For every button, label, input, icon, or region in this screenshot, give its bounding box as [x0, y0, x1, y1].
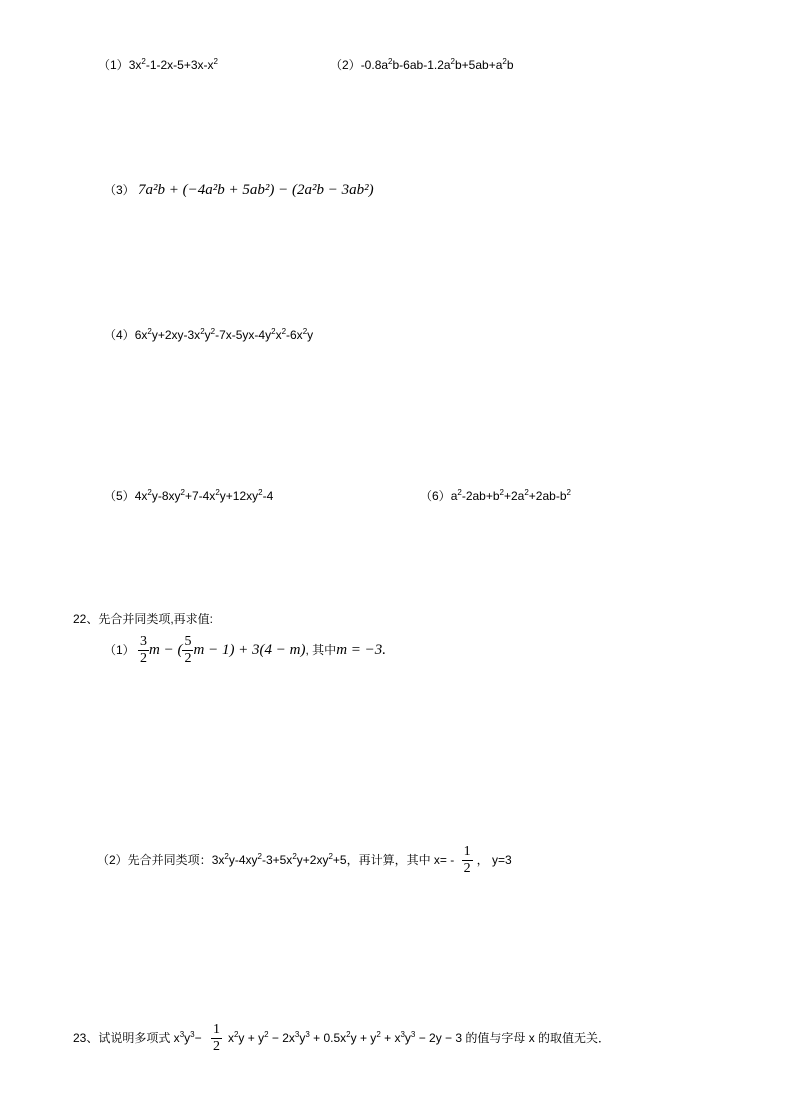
- problem-6: $(6)a^2-2ab+b^2+2a^2+2ab-b^2$: [420, 488, 571, 503]
- fraction-one-half: $\frac{1}{2}$: [212, 1022, 220, 1055]
- problem-2: $(2)-0.8a^2b-6ab-1.2a^2b+5ab+a^2b$: [330, 57, 514, 72]
- question-22-title: 22、先合并同类项,再求值:: [73, 612, 214, 626]
- problem-3-expression: 7a²b + (−4a²b + 5ab²) − (2a²b − 3ab²): [138, 182, 374, 198]
- problem-4: $(4)6x^2y+2xy-3x^2y^2-7x-5yx-4y^2x^2-6x^2y$: [104, 327, 314, 342]
- fraction-three-halves: $\frac{3}{2}$: [140, 634, 148, 667]
- problem-3: （3） 7a²b + (−4a²b + 5ab²) − (2a²b − 3ab²): [104, 182, 374, 198]
- fraction-five-halves: $\frac{5}{2}$: [184, 634, 192, 667]
- fraction-one-half: $\frac{1}{2}$: [463, 844, 471, 877]
- question-22-part-2: （2）先合并同类项：$3x^2y-4xy^2-3+5x^2y+2xy^2+5$，再计算，其中 x= - $\frac{1}{2}$ ， y=3: [97, 844, 512, 877]
- problem-5: $(5)4x^2y-8xy^2+7-4x^2y+12xy^2-4$: [104, 488, 274, 503]
- question-22-part-1: （1） $\frac{3}{2}$ m − ( $\frac{5}{2}$ m − 1) + 3(4 − m), 其中m = −3.: [104, 634, 387, 667]
- problem-1: $(1)3x^2-1-2x-5+3x-x^2$: [98, 57, 218, 72]
- question-23: 23、试说明多项式 $x^3y^3-$ $\frac{1}{2}$ $x^2y + y^2 - 2x^3y^3 + 0.5x^2y + y^2 + x^3y^3 - 2y - 3$ 的值与字母 x 的取值无关．: [73, 1022, 611, 1055]
